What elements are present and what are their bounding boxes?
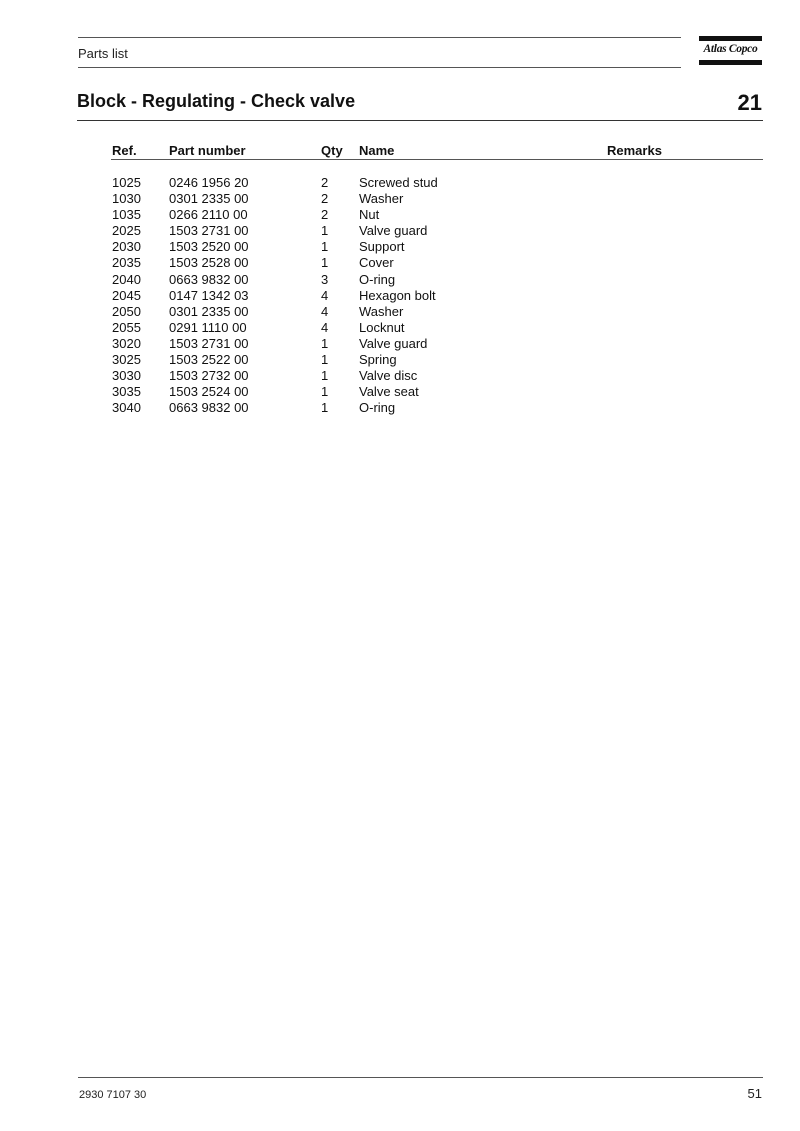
title-rule: [77, 120, 763, 121]
cell-qty: 1: [321, 384, 329, 400]
cell-qty: 3: [321, 271, 329, 287]
cell-ref: 2035: [112, 255, 141, 271]
header-label: Parts list: [78, 46, 128, 61]
logo-bar-top: [699, 36, 762, 41]
table-row: [0, 191, 800, 207]
cell-qty: 4: [321, 287, 329, 303]
page-title: Block - Regulating - Check valve: [77, 91, 356, 111]
cell-part-number: 0663 9832 00: [169, 400, 249, 416]
cell-name: Spring: [359, 352, 397, 368]
column-header-ref: Ref.: [112, 143, 137, 158]
atlas-copco-logo: [699, 36, 762, 67]
cell-name: Support: [359, 239, 405, 255]
cell-name: Hexagon bolt: [359, 287, 436, 303]
cell-ref: 3030: [112, 368, 141, 384]
document-number: 2930 7107 30: [79, 1089, 147, 1101]
cell-qty: 1: [321, 255, 329, 271]
cell-part-number: 1503 2524 00: [169, 384, 249, 400]
cell-name: Valve seat: [359, 384, 419, 400]
header-rule-bottom: [78, 67, 681, 68]
table-row: [0, 320, 800, 336]
footer-rule: [78, 1077, 763, 1078]
cell-name: O-ring: [359, 271, 396, 287]
cell-name: Valve disc: [359, 368, 418, 384]
cell-part-number: 0291 1110 00: [169, 319, 247, 335]
table-row: [0, 288, 800, 304]
cell-name: Locknut: [359, 319, 405, 335]
header-rule-top: [78, 37, 681, 38]
cell-ref: 2040: [112, 271, 141, 287]
cell-name: Valve guard: [359, 223, 428, 239]
cell-qty: 1: [321, 223, 329, 239]
cell-part-number: 1503 2522 00: [169, 352, 249, 368]
table-row: [0, 239, 800, 255]
column-header-remarks: Remarks: [607, 143, 662, 158]
table-row: [0, 352, 800, 368]
cell-part-number: 1503 2731 00: [169, 335, 249, 351]
cell-qty: 2: [321, 191, 329, 207]
cell-name: Cover: [359, 255, 394, 271]
table-row: [0, 175, 800, 191]
section-number: 21: [737, 90, 762, 115]
table-row: [0, 304, 800, 320]
cell-qty: 1: [321, 239, 329, 255]
cell-part-number: 1503 2732 00: [169, 368, 249, 384]
cell-ref: 3025: [112, 352, 141, 368]
cell-ref: 2030: [112, 239, 141, 255]
cell-name: Valve guard: [359, 335, 428, 351]
table-row: [0, 400, 800, 416]
cell-part-number: 0663 9832 00: [169, 271, 249, 287]
cell-qty: 1: [321, 368, 329, 384]
column-header-name: Name: [359, 143, 395, 158]
cell-part-number: 1503 2520 00: [169, 239, 249, 255]
cell-qty: 1: [321, 400, 329, 416]
page-number: 51: [747, 1086, 762, 1101]
cell-name: Washer: [359, 303, 404, 319]
cell-part-number: 0301 2335 00: [169, 303, 249, 319]
cell-part-number: 0147 1342 03: [169, 287, 249, 303]
cell-name: O-ring: [359, 400, 396, 416]
cell-ref: 2025: [112, 223, 141, 239]
table-row: [0, 272, 800, 288]
cell-qty: 4: [321, 319, 329, 335]
table-row: [0, 384, 800, 400]
cell-ref: 1025: [112, 175, 141, 190]
cell-ref: 2050: [112, 303, 141, 319]
cell-qty: 1: [321, 335, 329, 351]
cell-part-number: 1503 2528 00: [169, 255, 249, 271]
table-row: [0, 207, 800, 223]
cell-part-number: 0266 2110 00: [169, 207, 248, 223]
cell-name: Nut: [359, 207, 380, 223]
cell-name: Screwed stud: [359, 175, 438, 190]
table-body: [0, 175, 800, 416]
cell-ref: 3020: [112, 335, 141, 351]
cell-ref: 3035: [112, 384, 141, 400]
cell-qty: 4: [321, 303, 329, 319]
cell-qty: 1: [321, 352, 329, 368]
table-row: [0, 223, 800, 239]
cell-part-number: 0246 1956 20: [169, 175, 249, 190]
cell-qty: 2: [321, 175, 329, 190]
cell-ref: 1035: [112, 207, 141, 223]
table-row: [0, 336, 800, 352]
column-header-qty: Qty: [321, 143, 343, 158]
cell-ref: 3040: [112, 400, 141, 416]
cell-name: Washer: [359, 191, 404, 207]
table-row: [0, 368, 800, 384]
cell-ref: 2055: [112, 319, 141, 335]
logo-wordmark: Atlas Copco: [703, 43, 758, 55]
cell-part-number: 0301 2335 00: [169, 191, 249, 207]
column-header-part-number: Part number: [169, 143, 246, 158]
table-row: [0, 255, 800, 271]
cell-qty: 2: [321, 207, 329, 223]
cell-ref: 1030: [112, 191, 141, 207]
logo-bar-bottom: [699, 60, 762, 65]
table-header-rule: [111, 159, 763, 160]
cell-ref: 2045: [112, 287, 141, 303]
cell-part-number: 1503 2731 00: [169, 223, 249, 239]
